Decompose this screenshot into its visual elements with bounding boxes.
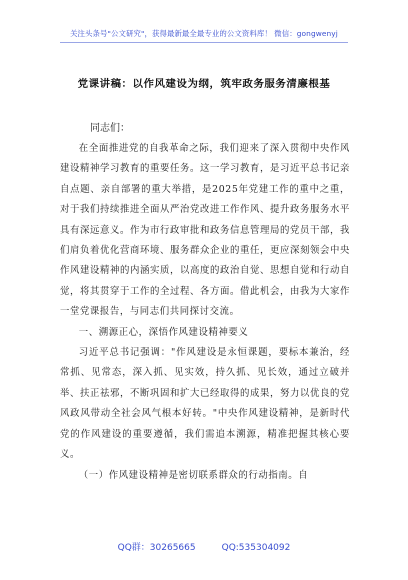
subsection-heading: （一）作风建设精神是密切联系群众的行动指南。自 <box>78 469 309 481</box>
paragraph-intro: 在全面推进党的自我革命之际，我们迎来了深入贯彻中央作风建设精神学习教育的重要任务。这一学习教育，是习近平总书记亲自点题、亲自部署的重大举措，是2025年党建工作的重中之重，对于我们持续推进全面从严治党改进工作作风、提升政务服务水平具有深远意义。作为市行政审批和政务信息管理局的党员干部，我们肩负着优化营商环境、服务群众企业的重任，更应深刻领会中央作风建设精神的内涵实质，以高度的政治自觉、思想自觉和行动自觉，将其贯穿于工作的全过程、各方面。借此机会，由我为大家作一堂党课报告，与同志们共同探讨交流。 <box>60 143 350 318</box>
footer-qq: QQ:535304092 <box>221 543 291 553</box>
header-banner: 关注头条号"公文研究"，获得最新最全最专业的公文资料库！ 微信：gongwenyj <box>70 29 338 38</box>
page-title: 党课讲稿：以作风建设为纲，筑牢政务服务清廉根基 <box>77 78 331 90</box>
salutation: 同志们： <box>90 123 130 134</box>
paragraph-quote: 习近平总书记强调："作风建设是永恒课题，要标本兼治，经常抓、见常态，深入抓、见实效，持久抓、见长效，通过立破并举、扶正祛邪，不断巩固和扩大已经取得的成果，努力以优良的党风政风带动全社会风气根本好转。"中央作风建设精神，是新时代党的作风建设的重要遵循，我们需追本溯源，精准把握其核心要义。 <box>60 347 350 461</box>
header-divider <box>60 42 348 43</box>
section-heading: 一、溯源正心，深悟作风建设精神要义 <box>78 326 249 338</box>
document-body <box>60 139 350 486</box>
footer-qq-group: QQ群：30265665 <box>117 543 196 553</box>
footer-contact <box>0 540 408 553</box>
